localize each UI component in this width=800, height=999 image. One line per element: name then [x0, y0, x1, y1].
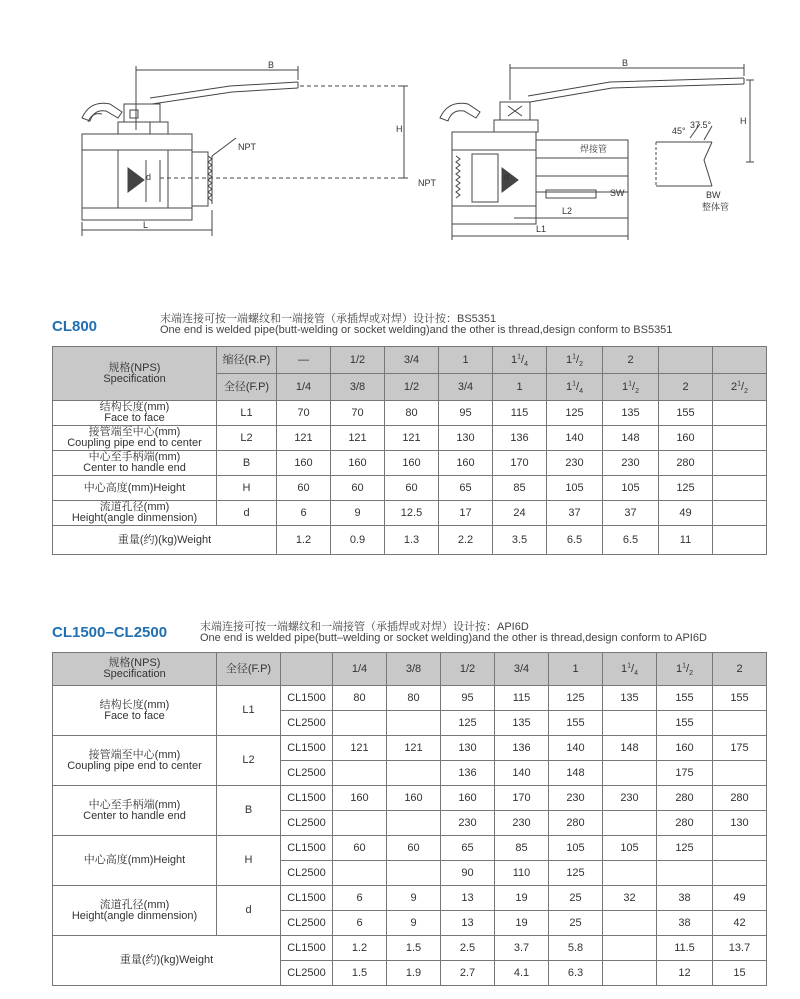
- cl1500-group-label: [53, 786, 217, 836]
- cl1500-value-cell: 85: [495, 836, 549, 861]
- cl800-row-symbol: L1: [217, 401, 277, 426]
- cl1500-value-cell: 13: [441, 911, 495, 936]
- cl800-value-cell: 160: [385, 451, 439, 476]
- cl1500-value-cell: [603, 911, 657, 936]
- cl800-value-cell: 37: [547, 501, 603, 526]
- cl1500-class-cell: CL1500: [281, 886, 333, 911]
- cl1500-value-cell: 110: [495, 861, 549, 886]
- cl1500-value-cell: 13: [441, 886, 495, 911]
- cl1500-value-cell: 136: [441, 761, 495, 786]
- cl1500-size: 3/4: [495, 653, 549, 686]
- cl800-weight-cell: 0.9: [331, 526, 385, 555]
- cl800-value-cell: 105: [547, 476, 603, 501]
- cl800-value-cell: 65: [439, 476, 493, 501]
- cl800-model-title: CL800: [52, 318, 98, 335]
- cl1500-value-cell: [713, 761, 767, 786]
- cl1500-value-cell: 1.9: [387, 961, 441, 986]
- cl800-weight-cell: 11: [659, 526, 713, 555]
- cl1500-group-label: [53, 736, 217, 786]
- cl1500-class-cell: CL2500: [281, 811, 333, 836]
- cl800-value-cell: 49: [659, 501, 713, 526]
- cl800-row-label-cn: 接管端至中心(mm): [88, 426, 181, 438]
- cl1500-group-label: [53, 886, 217, 936]
- table-row: [53, 836, 767, 861]
- cl800-weight-cell: 1.2: [277, 526, 331, 555]
- cl1500-spec-label: [53, 653, 217, 686]
- cl1500-value-cell: 230: [549, 786, 603, 811]
- cl1500-size: 2: [713, 653, 767, 686]
- dim-left-H: H: [396, 124, 403, 134]
- cl1500-class-cell: CL1500: [281, 936, 333, 961]
- cl1500-value-cell: 19: [495, 886, 549, 911]
- cl1500-value-cell: [603, 861, 657, 886]
- cl800-row-label-en: Center to handle end: [83, 462, 186, 474]
- cl1500-value-cell: [603, 811, 657, 836]
- cl800-value-cell: 140: [547, 426, 603, 451]
- cl1500-size: $1^1/_4$: [603, 653, 657, 686]
- cl1500-value-cell: 1.5: [387, 936, 441, 961]
- table-row: [53, 786, 767, 811]
- cl800-spec-label-cn: 规格(NPS): [108, 361, 161, 374]
- cl800-row-symbol: L2: [217, 426, 277, 451]
- cl1500-class-cell: CL1500: [281, 686, 333, 711]
- cl1500-value-cell: 9: [387, 886, 441, 911]
- cl800-value-cell: 60: [331, 476, 385, 501]
- cl800-value-cell: 121: [277, 426, 331, 451]
- table-row: [53, 686, 767, 711]
- cl800-reduced-size: 1/2: [331, 347, 385, 374]
- cl1500-value-cell: 136: [495, 736, 549, 761]
- cl1500-value-cell: 1.5: [333, 961, 387, 986]
- weld-pipe-label: 焊接管: [580, 144, 608, 154]
- cl1500-group-label-cn: 中心高度(mm)Height: [83, 854, 186, 866]
- cl1500-value-cell: 38: [657, 886, 713, 911]
- cl1500-value-cell: 175: [657, 761, 713, 786]
- cl1500-group-symbol: B: [217, 786, 281, 836]
- cl1500-value-cell: [657, 861, 713, 886]
- cl1500-value-cell: 175: [713, 736, 767, 761]
- cl800-value-cell: [713, 501, 767, 526]
- cl800-value-cell: 160: [659, 426, 713, 451]
- table-row: [53, 736, 767, 761]
- cl800-full-size: 1/2: [385, 374, 439, 401]
- cl800-weight-cell: 6.5: [603, 526, 659, 555]
- cl800-row-label: [53, 476, 217, 501]
- cl1500-value-cell: 80: [387, 686, 441, 711]
- cl1500-value-cell: 148: [603, 736, 657, 761]
- cl800-reduced-size: [659, 347, 713, 374]
- cl800-row-label-cn: 中心至手柄端(mm): [88, 451, 181, 463]
- cl800-value-cell: 160: [439, 451, 493, 476]
- dim-right-L2: L2: [562, 206, 573, 216]
- cl1500-value-cell: [333, 711, 387, 736]
- cl1500-value-cell: 140: [495, 761, 549, 786]
- table-row: [53, 476, 767, 501]
- cl800-spec-table: [52, 346, 767, 555]
- cl800-weight-cell: 3.5: [493, 526, 547, 555]
- cl800-value-cell: [713, 426, 767, 451]
- cl1500-size: 1/2: [441, 653, 495, 686]
- cl1500-value-cell: 6: [333, 886, 387, 911]
- cl1500-value-cell: [387, 761, 441, 786]
- cl800-value-cell: 160: [277, 451, 331, 476]
- cl800-full-size: $1^1/_4$: [547, 374, 603, 401]
- cl800-header-row-reduced: [53, 347, 767, 374]
- cl1500-value-cell: [603, 961, 657, 986]
- cl1500-value-cell: 25: [549, 886, 603, 911]
- cl800-value-cell: 17: [439, 501, 493, 526]
- cl800-weight-row: [53, 526, 767, 555]
- cl1500-class-cell: CL2500: [281, 861, 333, 886]
- cl1500-value-cell: 38: [657, 911, 713, 936]
- cl1500-class-cell: CL2500: [281, 961, 333, 986]
- cl1500-group-label-cn: 中心至手柄端(mm): [88, 798, 181, 811]
- cl800-value-cell: [713, 401, 767, 426]
- cl1500-full-label: 全径(F.P): [217, 653, 281, 686]
- cl800-weight-cell: [713, 526, 767, 555]
- cl1500-class-cell: CL2500: [281, 911, 333, 936]
- cl1500-value-cell: [713, 861, 767, 886]
- cl1500-value-cell: 5.8: [549, 936, 603, 961]
- dim-right-d: d: [504, 172, 510, 182]
- cl1500-value-cell: 65: [441, 836, 495, 861]
- cl1500-class-cell: CL2500: [281, 711, 333, 736]
- cl800-value-cell: 6: [277, 501, 331, 526]
- cl1500-value-cell: 90: [441, 861, 495, 886]
- cl1500-value-cell: 32: [603, 886, 657, 911]
- table-row: [53, 936, 767, 961]
- cl1500-value-cell: [387, 861, 441, 886]
- cl1500-desc-en: One end is welded pipe(butt–welding or socket welding)and the other is thread,design conform to API6D: [200, 632, 707, 644]
- dim-left-B: B: [268, 60, 275, 70]
- cl800-value-cell: 230: [603, 451, 659, 476]
- dim-left-NPT: NPT: [238, 142, 256, 152]
- cl800-value-cell: 135: [603, 401, 659, 426]
- cl1500-value-cell: 121: [333, 736, 387, 761]
- cl800-value-cell: 115: [493, 401, 547, 426]
- cl1500-model-title: CL1500–CL2500: [52, 624, 168, 641]
- cl800-reduced-size: $1^1/_2$: [547, 347, 603, 374]
- cl1500-value-cell: 2.7: [441, 961, 495, 986]
- table-row: [53, 501, 767, 526]
- cl1500-value-cell: 280: [713, 786, 767, 811]
- cl1500-group-label-en: Face to face: [104, 709, 165, 722]
- cl1500-spec-label-cn: 规格(NPS): [108, 657, 161, 669]
- cl1500-size: 1: [549, 653, 603, 686]
- cl1500-value-cell: 12: [657, 961, 713, 986]
- cl800-value-cell: 125: [547, 401, 603, 426]
- cl800-row-symbol: B: [217, 451, 277, 476]
- cl1500-value-cell: 49: [713, 886, 767, 911]
- cl1500-class-cell: CL1500: [281, 836, 333, 861]
- cl1500-value-cell: 155: [549, 711, 603, 736]
- angle-45-label: 45°: [672, 126, 686, 136]
- cl1500-value-cell: 230: [495, 811, 549, 836]
- cl1500-value-cell: 80: [333, 686, 387, 711]
- cl1500-value-cell: [603, 711, 657, 736]
- cl1500-class-cell: CL1500: [281, 786, 333, 811]
- cl1500-value-cell: 160: [333, 786, 387, 811]
- cl800-reduced-label: 缩径(R.P): [217, 347, 277, 374]
- cl800-row-label-cn: 流道孔径(mm): [99, 501, 170, 513]
- cl1500-value-cell: 140: [549, 736, 603, 761]
- cl1500-value-cell: 230: [603, 786, 657, 811]
- dim-right-B: B: [622, 58, 629, 68]
- table-row: [53, 426, 767, 451]
- cl800-value-cell: 80: [385, 401, 439, 426]
- cl1500-value-cell: [603, 936, 657, 961]
- cl800-value-cell: 160: [331, 451, 385, 476]
- cl800-desc-en: One end is welded pipe(butt-welding or socket welding)and the other is thread,design conform to BS5351: [160, 324, 673, 336]
- cl1500-size: 1/4: [333, 653, 387, 686]
- cl1500-header-blank: [281, 653, 333, 686]
- cl1500-group-label: [53, 836, 217, 886]
- bw-integral-pipe-label: 整体管: [702, 202, 730, 212]
- cl1500-value-cell: 15: [713, 961, 767, 986]
- cl1500-value-cell: 60: [387, 836, 441, 861]
- cl1500-value-cell: [333, 811, 387, 836]
- cl1500-value-cell: 280: [657, 786, 713, 811]
- cl1500-group-label-cn: 流道孔径(mm): [99, 898, 170, 911]
- cl1500-group-symbol: L2: [217, 736, 281, 786]
- cl1500-group-label-en: Coupling pipe end to center: [67, 759, 202, 772]
- cl800-desc-cn: 末端连接可按一端螺纹和一端接管（承插焊或对焊）设计按：BS5351: [160, 313, 497, 325]
- cl1500-group-label: 重量(约)(kg)Weight: [53, 936, 281, 986]
- cl800-value-cell: 170: [493, 451, 547, 476]
- cl800-value-cell: 121: [385, 426, 439, 451]
- cl800-value-cell: 105: [603, 476, 659, 501]
- angle-37-5-label: 37.5°: [690, 120, 712, 130]
- cl800-value-cell: 230: [547, 451, 603, 476]
- cl1500-value-cell: 135: [495, 711, 549, 736]
- cl800-row-label: [53, 426, 217, 451]
- cl1500-value-cell: 135: [603, 686, 657, 711]
- dim-right-H: H: [740, 116, 747, 126]
- cl1500-value-cell: 3.7: [495, 936, 549, 961]
- cl800-row-label-en: Height(angle dinmension): [71, 512, 198, 524]
- bw-label: BW: [706, 190, 721, 200]
- cl1500-value-cell: [603, 761, 657, 786]
- cl1500-value-cell: 42: [713, 911, 767, 936]
- cl800-weight-cell: 1.3: [385, 526, 439, 555]
- cl800-value-cell: 136: [493, 426, 547, 451]
- cl800-row-label-en: Face to face: [104, 412, 165, 424]
- dim-left-d: d: [146, 172, 152, 182]
- cl800-value-cell: 9: [331, 501, 385, 526]
- cl1500-value-cell: 19: [495, 911, 549, 936]
- cl1500-value-cell: 155: [657, 711, 713, 736]
- cl1500-value-cell: 155: [713, 686, 767, 711]
- cl1500-value-cell: [387, 711, 441, 736]
- cl800-value-cell: 37: [603, 501, 659, 526]
- cl1500-value-cell: 130: [441, 736, 495, 761]
- cl1500-spec-label-en: Specification: [103, 668, 166, 680]
- cl1500-value-cell: 1.2: [333, 936, 387, 961]
- cl800-value-cell: 60: [277, 476, 331, 501]
- cl800-row-label-cn: 结构长度(mm): [99, 401, 170, 413]
- cl1500-group-label-en: Center to handle end: [83, 809, 186, 822]
- cl1500-value-cell: 4.1: [495, 961, 549, 986]
- cl800-value-cell: 70: [331, 401, 385, 426]
- dim-left-L: L: [143, 220, 149, 230]
- cl800-row-label: [53, 501, 217, 526]
- cl800-row-label-en: Coupling pipe end to center: [67, 437, 202, 449]
- dim-right-L1: L1: [536, 224, 547, 234]
- cl1500-value-cell: 25: [549, 911, 603, 936]
- cl1500-value-cell: 125: [549, 686, 603, 711]
- cl1500-value-cell: [333, 861, 387, 886]
- cl800-full-size: 1/4: [277, 374, 331, 401]
- cl800-value-cell: 148: [603, 426, 659, 451]
- cl800-full-size: 3/8: [331, 374, 385, 401]
- cl800-full-size: 1: [493, 374, 547, 401]
- cl1500-value-cell: 105: [603, 836, 657, 861]
- cl1500-value-cell: 6: [333, 911, 387, 936]
- cl800-value-cell: [713, 451, 767, 476]
- cl800-full-size: 3/4: [439, 374, 493, 401]
- cl800-value-cell: 60: [385, 476, 439, 501]
- cl1500-value-cell: 160: [441, 786, 495, 811]
- valve-drawings-svg: [0, 0, 800, 260]
- cl1500-desc-cn: 末端连接可按一端螺纹和一端接管（承插焊或对焊）设计按：API6D: [200, 621, 529, 633]
- cl1500-value-cell: 170: [495, 786, 549, 811]
- cl1500-value-cell: 60: [333, 836, 387, 861]
- cl1500-group-label-cn: 结构长度(mm): [99, 698, 170, 711]
- cl1500-value-cell: 95: [441, 686, 495, 711]
- cl800-full-size: $2^1/_2$: [713, 374, 767, 401]
- cl1500-group-label: [53, 686, 217, 736]
- cl1500-value-cell: 9: [387, 911, 441, 936]
- table-row: [53, 401, 767, 426]
- cl800-row-label-cn: 中心高度(mm)Height: [83, 481, 186, 494]
- cl800-reduced-size: —: [277, 347, 331, 374]
- cl800-value-cell: 130: [439, 426, 493, 451]
- cl800-value-cell: 85: [493, 476, 547, 501]
- cl1500-value-cell: 280: [549, 811, 603, 836]
- table-row: [53, 886, 767, 911]
- cl800-weight-cell: 6.5: [547, 526, 603, 555]
- technical-drawings: [0, 0, 800, 260]
- cl1500-value-cell: [333, 761, 387, 786]
- cl1500-value-cell: [713, 836, 767, 861]
- cl1500-value-cell: 121: [387, 736, 441, 761]
- cl800-weight-cell: 2.2: [439, 526, 493, 555]
- cl800-weight-label: 重量(约)(kg)Weight: [53, 526, 277, 555]
- cl800-value-cell: 24: [493, 501, 547, 526]
- cl800-value-cell: 70: [277, 401, 331, 426]
- left-valve-drawing: [82, 66, 298, 236]
- cl1500-group-symbol: H: [217, 836, 281, 886]
- cl800-full-size: $1^1/_2$: [603, 374, 659, 401]
- cl1500-value-cell: 155: [657, 686, 713, 711]
- cl1500-value-cell: 160: [387, 786, 441, 811]
- table-row: [53, 451, 767, 476]
- cl1500-value-cell: 13.7: [713, 936, 767, 961]
- cl1500-group-label-en: Height(angle dinmension): [71, 909, 198, 922]
- dim-right-NPT: NPT: [418, 178, 436, 188]
- cl800-reduced-size: [713, 347, 767, 374]
- cl800-reduced-size: 3/4: [385, 347, 439, 374]
- cl800-reduced-size: 2: [603, 347, 659, 374]
- cl1500-value-cell: 11.5: [657, 936, 713, 961]
- cl1500-value-cell: 148: [549, 761, 603, 786]
- cl800-full-label: 全径(F.P): [217, 374, 277, 401]
- cl1500-value-cell: 125: [549, 861, 603, 886]
- cl800-full-size: 2: [659, 374, 713, 401]
- cl1500-value-cell: 2.5: [441, 936, 495, 961]
- cl1500-group-symbol: d: [217, 886, 281, 936]
- cl800-row-label: [53, 451, 217, 476]
- cl800-value-cell: [713, 476, 767, 501]
- cl1500-value-cell: [387, 811, 441, 836]
- cl1500-value-cell: 230: [441, 811, 495, 836]
- cl800-spec-label-en: Specification: [103, 372, 166, 385]
- cl1500-size: $1^1/_2$: [657, 653, 713, 686]
- cl1500-value-cell: 125: [657, 836, 713, 861]
- cl1500-header-row: [53, 653, 767, 686]
- cl800-value-cell: 12.5: [385, 501, 439, 526]
- cl1500-value-cell: 125: [441, 711, 495, 736]
- cl1500-group-label-cn: 接管端至中心(mm): [88, 748, 181, 761]
- cl800-value-cell: 125: [659, 476, 713, 501]
- cl800-value-cell: 121: [331, 426, 385, 451]
- cl1500-group-symbol: L1: [217, 686, 281, 736]
- cl1500-class-cell: CL1500: [281, 736, 333, 761]
- cl800-row-symbol: d: [217, 501, 277, 526]
- cl1500-size: 3/8: [387, 653, 441, 686]
- cl1500-value-cell: 160: [657, 736, 713, 761]
- cl800-value-cell: 95: [439, 401, 493, 426]
- cl1500-class-cell: CL2500: [281, 761, 333, 786]
- cl800-reduced-size: 1: [439, 347, 493, 374]
- cl1500-value-cell: [713, 711, 767, 736]
- cl800-value-cell: 155: [659, 401, 713, 426]
- cl800-reduced-size: $1^1/_4$: [493, 347, 547, 374]
- cl1500-value-cell: 6.3: [549, 961, 603, 986]
- cl800-row-symbol: H: [217, 476, 277, 501]
- cl1500-value-cell: 130: [713, 811, 767, 836]
- dim-right-SW: SW: [610, 188, 625, 198]
- cl800-value-cell: 280: [659, 451, 713, 476]
- cl1500-value-cell: 115: [495, 686, 549, 711]
- cl800-row-label: [53, 401, 217, 426]
- cl1500-value-cell: 280: [657, 811, 713, 836]
- cl800-spec-label: [53, 347, 217, 401]
- cl1500-value-cell: 105: [549, 836, 603, 861]
- cl1500-spec-table: [52, 652, 767, 986]
